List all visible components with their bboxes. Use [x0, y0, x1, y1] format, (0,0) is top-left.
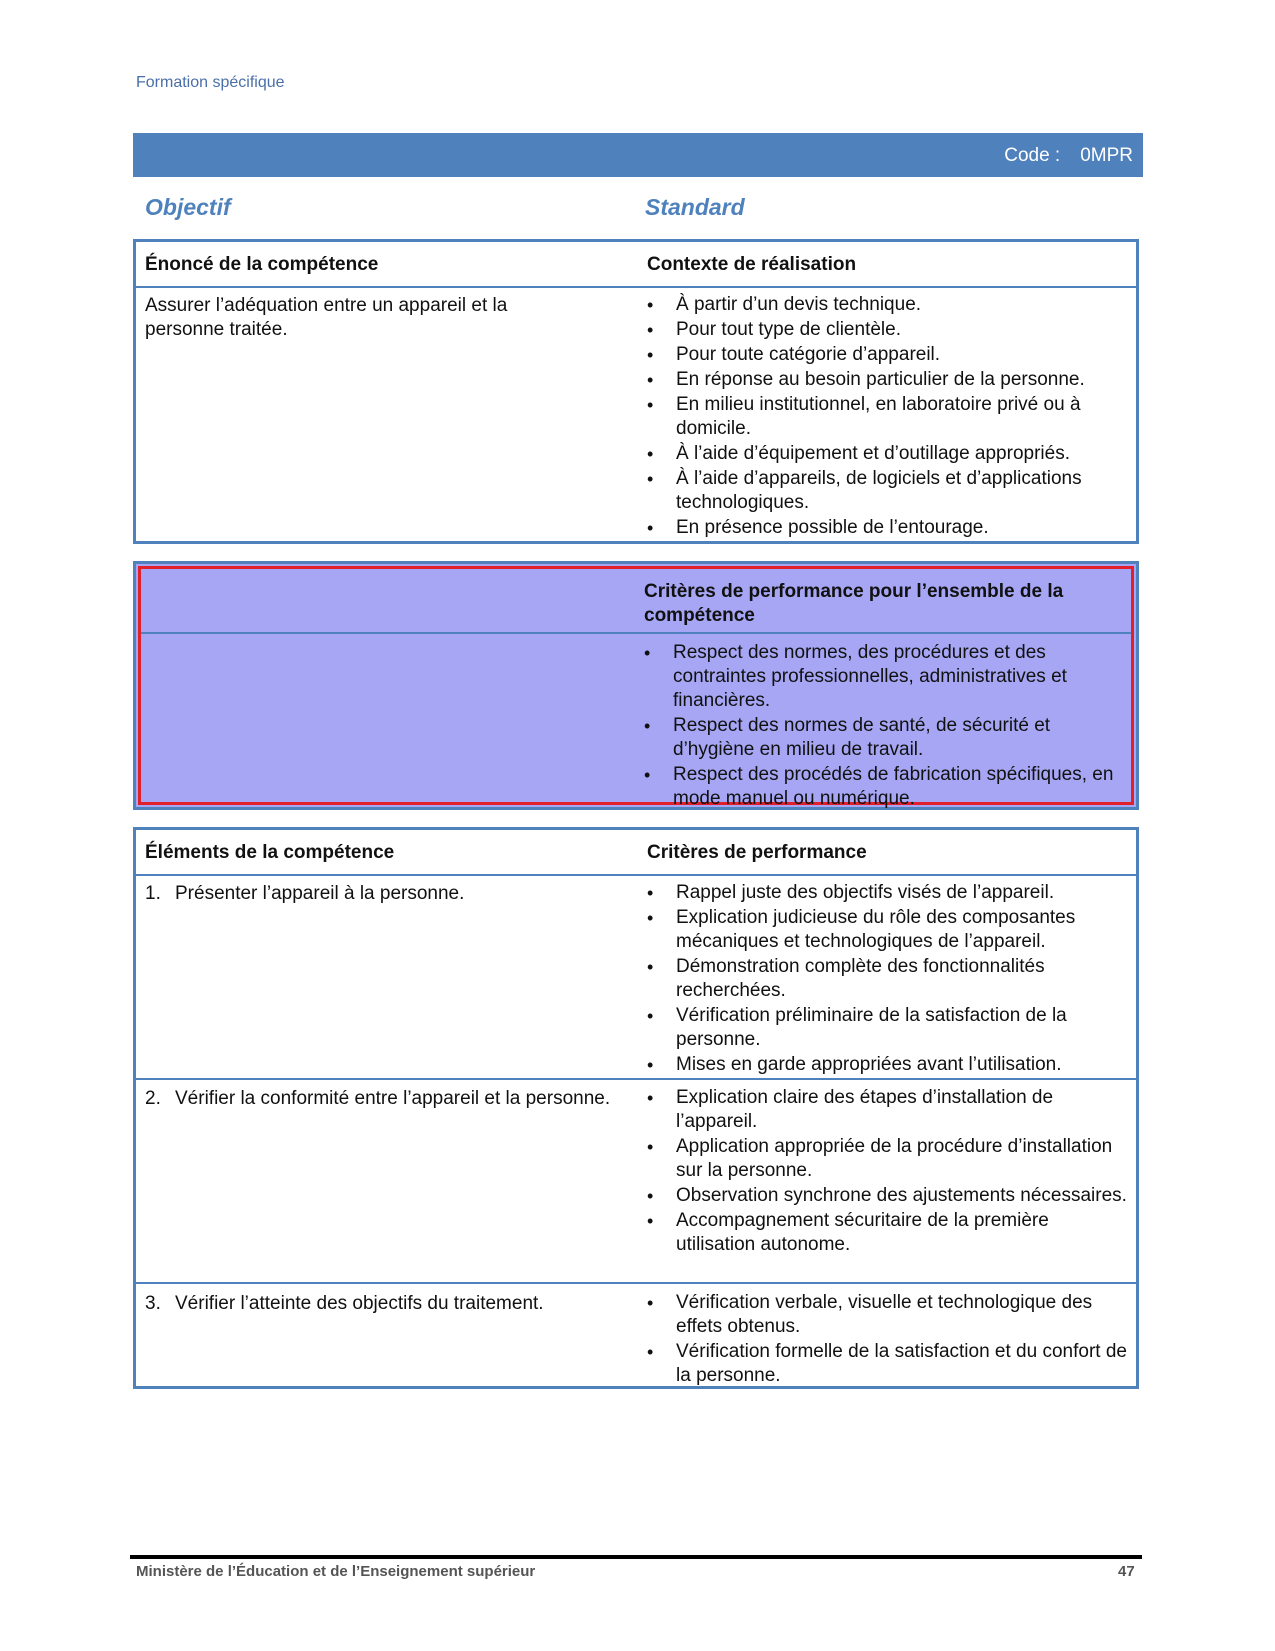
footer-rule — [130, 1555, 1142, 1559]
list-item: • Application appropriée de la procédure d’installation sur la personne. — [647, 1135, 1127, 1183]
list-item: • Respect des normes, des procédures et des contraintes professionnelles, administratives et financières. — [644, 641, 1124, 713]
criteria-heading: Critères de performance — [647, 842, 867, 863]
code-value: 0MPR — [1080, 145, 1133, 166]
list-item: • Accompagnement sécuritaire de la première utilisation autonome. — [647, 1209, 1127, 1257]
running-head: Formation spécifique — [136, 74, 285, 91]
list-item: • Observation synchrone des ajustements nécessaires. — [647, 1184, 1127, 1208]
element-label: Présenter l’appareil à la personne. — [175, 883, 465, 904]
context-heading: Contexte de réalisation — [647, 254, 857, 275]
page-number: 47 — [1118, 1563, 1135, 1580]
list-item: • Pour tout type de clientèle. — [647, 318, 1127, 342]
element-number: 2. — [145, 1088, 161, 1109]
elements-header-row — [136, 830, 1136, 876]
competence-statement: Assurer l’adéquation entre un appareil et la personne traitée. — [145, 295, 508, 340]
overall-performance-table — [133, 561, 1139, 810]
overall-performance-highlight — [138, 566, 1134, 809]
row-divider — [136, 1078, 1136, 1080]
list-item: • Explication judicieuse du rôle des composantes mécaniques et technologiques de l’appareil. — [647, 906, 1127, 954]
list-item: • À l’aide d’équipement et d’outillage appropriés. — [647, 442, 1127, 466]
list-item: • À partir d’un devis technique. — [647, 293, 1127, 317]
element-1 — [145, 882, 635, 906]
list-item: • Explication claire des étapes d’installation de l’appareil. — [647, 1086, 1127, 1134]
competence-table — [133, 239, 1139, 544]
criteria-list-3 — [647, 1291, 1127, 1389]
program-code — [1004, 145, 1133, 167]
element-number: 3. — [145, 1293, 161, 1314]
list-item: • En milieu institutionnel, en laboratoire privé ou à domicile. — [647, 393, 1127, 441]
element-label: Vérifier l’atteinte des objectifs du traitement. — [175, 1293, 544, 1314]
list-item: • À l’aide d’appareils, de logiciels et d’applications technologiques. — [647, 467, 1127, 515]
list-item: • Démonstration complète des fonctionnalités recherchées. — [647, 955, 1127, 1003]
element-number: 1. — [145, 883, 161, 904]
element-2 — [145, 1087, 635, 1111]
list-item: • En réponse au besoin particulier de la personne. — [647, 368, 1127, 392]
criteria-list-2 — [647, 1086, 1127, 1258]
overall-performance-list — [644, 641, 1124, 812]
list-item: • Respect des normes de santé, de sécurité et d’hygiène en milieu de travail. — [644, 714, 1124, 762]
standard-title: Standard — [645, 194, 745, 220]
overall-performance-heading: Critères de performance pour l’ensemble de la compétence — [644, 581, 1064, 626]
competence-statement-heading: Énoncé de la compétence — [145, 254, 379, 275]
element-label: Vérifier la conformité entre l’appareil et la personne. — [175, 1088, 611, 1109]
list-item: • Vérification formelle de la satisfaction et du confort de la personne. — [647, 1340, 1127, 1388]
elements-heading: Éléments de la compétence — [145, 842, 395, 863]
criteria-list-1 — [647, 881, 1127, 1078]
element-3 — [145, 1292, 635, 1316]
list-item: • Mises en garde appropriées avant l’utilisation. — [647, 1053, 1127, 1077]
elements-table — [133, 827, 1139, 1389]
context-list — [647, 293, 1127, 541]
list-item: • Respect des procédés de fabrication spécifiques, en mode manuel ou numérique. — [644, 763, 1124, 811]
objective-title: Objectif — [145, 194, 231, 220]
code-band — [133, 133, 1143, 177]
list-item: • En présence possible de l’entourage. — [647, 516, 1127, 540]
row-divider — [136, 1282, 1136, 1284]
list-item: • Rappel juste des objectifs visés de l’appareil. — [647, 881, 1127, 905]
footer-ministry: Ministère de l’Éducation et de l’Enseignement supérieur — [136, 1563, 536, 1580]
code-label: Code : — [1004, 145, 1061, 166]
overall-performance-header-row — [141, 569, 1131, 634]
list-item: • Vérification préliminaire de la satisfaction de la personne. — [647, 1004, 1127, 1052]
list-item: • Vérification verbale, visuelle et technologique des effets obtenus. — [647, 1291, 1127, 1339]
competence-header-row — [136, 242, 1136, 288]
list-item: • Pour toute catégorie d’appareil. — [647, 343, 1127, 367]
